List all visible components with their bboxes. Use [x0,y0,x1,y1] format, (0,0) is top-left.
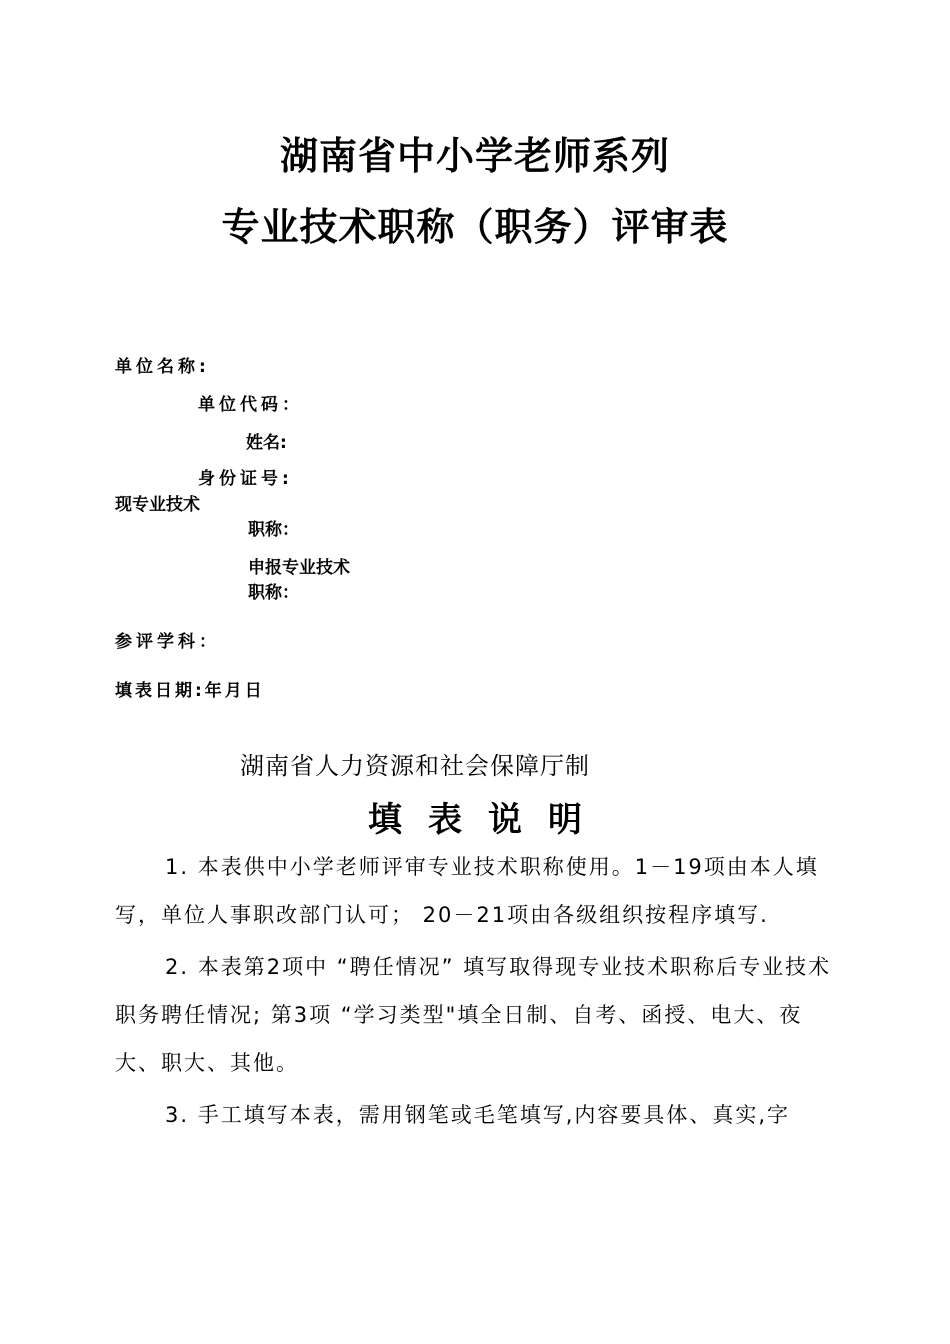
document-title-line2: 专业技术职称（职务）评审表 [221,204,729,249]
instruction-item: 3. 手工填写本表，需用钢笔或毛笔填写,内容要具体、真实,字 [165,1103,791,1127]
unit-name-label: 单位名称: [115,357,210,377]
subject-label: 参评学科： [115,632,220,652]
current-title-label-line1: 现专业技术 [115,495,200,515]
current-title-label-line2: 职称： [248,520,299,540]
instructions-heading: 填表说明 [368,800,608,840]
instructions-list [115,843,840,1139]
unit-code-label: 单位代码： [198,395,303,415]
id-number-label: 身份证号: [198,469,293,489]
issuer-text: 湖南省人力资源和社会保障厅制 [240,752,590,780]
name-label: 姓名: [246,433,287,453]
instruction-item: 2. 本表第2项中 “聘任情况” 填写取得现专业技术职称后专业技术职务聘任情况; 第3项 “学习类型"填全日制、自考、函授、电大、夜大、职大、其他。 [115,955,832,1075]
instruction-item: 1. 本表供中小学老师评审专业技术职称使用。1－19项由本人填写，单位人事职改部门认可； 20－21项由各级组织按程序填写. [115,855,819,927]
applied-title-label-line1: 申报专业技术 [248,558,350,578]
fill-date-label: 填表日期:年月日 [115,681,265,701]
applied-title-label-line2: 职称： [248,583,299,603]
document-title-line1: 湖南省中小学老师系列 [279,133,670,178]
